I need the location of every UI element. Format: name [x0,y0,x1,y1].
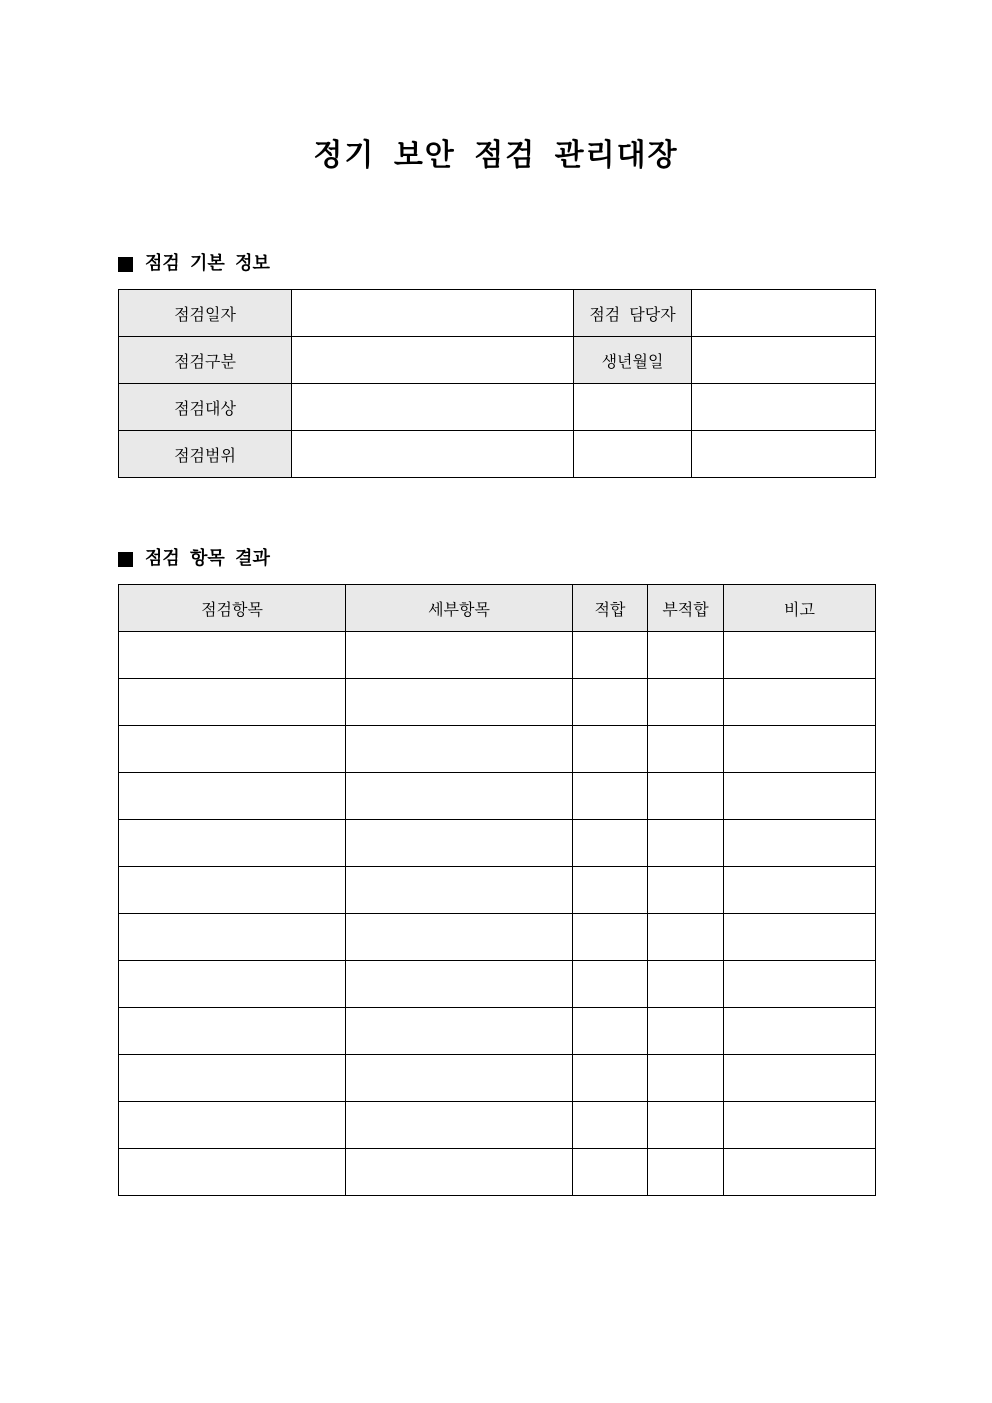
section-heading-basic-info [118,251,270,277]
column-header: 세부항목 [346,585,573,632]
result-cell[interactable] [724,820,876,867]
info-row [119,384,876,431]
result-cell[interactable] [573,679,648,726]
result-cell[interactable] [119,1008,346,1055]
result-cell[interactable] [724,1055,876,1102]
result-cell[interactable] [648,679,724,726]
result-cell[interactable] [724,1008,876,1055]
section-heading-label: 점검 항목 결과 [145,548,270,569]
square-bullet-icon [118,257,133,272]
result-cell[interactable] [346,632,573,679]
table-row [119,1149,876,1196]
result-cell[interactable] [648,1055,724,1102]
result-cell[interactable] [724,961,876,1008]
info-row [119,290,876,337]
result-cell[interactable] [346,726,573,773]
table-row [119,914,876,961]
result-cell[interactable] [346,1149,573,1196]
result-cell[interactable] [648,1102,724,1149]
result-cell[interactable] [573,1008,648,1055]
info-value-field[interactable] [292,337,574,384]
table-row [119,773,876,820]
results-table [118,584,876,1196]
info-value-field[interactable] [692,337,876,384]
result-cell[interactable] [119,1102,346,1149]
result-cell[interactable] [724,914,876,961]
table-row [119,726,876,773]
result-cell[interactable] [346,1008,573,1055]
result-cell[interactable] [724,1102,876,1149]
table-row [119,1008,876,1055]
result-cell[interactable] [346,1102,573,1149]
result-cell[interactable] [346,773,573,820]
result-cell[interactable] [573,820,648,867]
result-cell[interactable] [648,726,724,773]
result-cell[interactable] [346,679,573,726]
result-cell[interactable] [346,961,573,1008]
basic-info-table [118,289,876,478]
result-cell[interactable] [346,1055,573,1102]
result-cell[interactable] [119,1055,346,1102]
info-label: 생년월일 [574,337,692,384]
result-cell[interactable] [119,914,346,961]
result-cell[interactable] [724,1149,876,1196]
table-row [119,1102,876,1149]
info-label: 점검 담당자 [574,290,692,337]
result-cell[interactable] [573,632,648,679]
info-value-field[interactable] [574,431,692,478]
result-cell[interactable] [573,1102,648,1149]
result-cell[interactable] [724,679,876,726]
result-cell[interactable] [724,867,876,914]
section-heading-label: 점검 기본 정보 [145,253,270,274]
info-label: 점검대상 [119,384,292,431]
info-value-field[interactable] [292,431,574,478]
result-cell[interactable] [724,632,876,679]
info-label: 점검일자 [119,290,292,337]
result-cell[interactable] [573,1055,648,1102]
result-cell[interactable] [724,773,876,820]
result-cell[interactable] [119,773,346,820]
result-cell[interactable] [573,773,648,820]
result-cell[interactable] [119,1149,346,1196]
result-cell[interactable] [119,726,346,773]
info-row [119,431,876,478]
result-cell[interactable] [346,867,573,914]
table-row [119,1055,876,1102]
info-value-field[interactable] [292,290,574,337]
result-cell[interactable] [573,961,648,1008]
result-cell[interactable] [648,914,724,961]
table-row [119,961,876,1008]
result-cell[interactable] [648,961,724,1008]
result-cell[interactable] [119,820,346,867]
table-row [119,867,876,914]
square-bullet-icon [118,552,133,567]
info-row [119,337,876,384]
result-cell[interactable] [573,914,648,961]
table-row [119,820,876,867]
info-value-field[interactable] [292,384,574,431]
column-header: 부적합 [648,585,724,632]
result-cell[interactable] [346,820,573,867]
section-heading-results [118,546,270,572]
result-cell[interactable] [648,632,724,679]
result-cell[interactable] [119,867,346,914]
result-cell[interactable] [573,726,648,773]
result-cell[interactable] [648,1008,724,1055]
result-cell[interactable] [119,632,346,679]
result-cell[interactable] [573,867,648,914]
column-header: 점검항목 [119,585,346,632]
result-cell[interactable] [648,1149,724,1196]
result-cell[interactable] [573,1149,648,1196]
info-label: 점검범위 [119,431,292,478]
result-cell[interactable] [119,961,346,1008]
info-value-field[interactable] [692,290,876,337]
result-cell[interactable] [648,867,724,914]
result-cell[interactable] [119,679,346,726]
info-label: 점검구분 [119,337,292,384]
results-header-row [119,585,876,632]
table-row [119,632,876,679]
page-title: 정기 보안 점검 관리대장 [313,138,679,173]
info-value-field[interactable] [692,384,876,431]
column-header: 비고 [724,585,876,632]
result-cell[interactable] [648,820,724,867]
result-cell[interactable] [648,773,724,820]
result-cell[interactable] [724,726,876,773]
info-value-field[interactable] [574,384,692,431]
table-row [119,679,876,726]
column-header: 적합 [573,585,648,632]
result-cell[interactable] [346,914,573,961]
info-value-field[interactable] [692,431,876,478]
